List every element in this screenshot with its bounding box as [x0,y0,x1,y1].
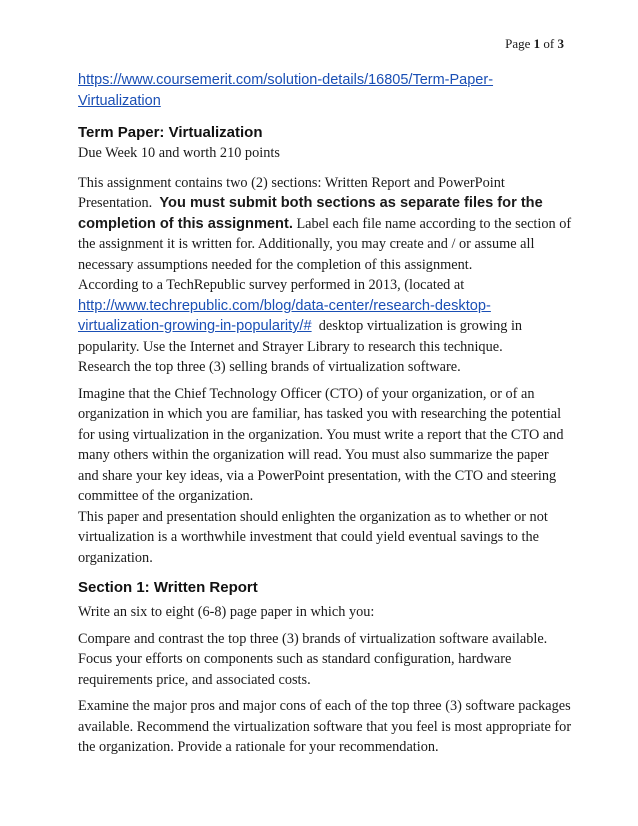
page-of: of [543,36,555,51]
source-link[interactable]: https://www.coursemerit.com/solution-details/16805/Term-Paper-Virtualization [78,72,494,109]
imagine-text: Imagine that the Chief Technology Officer (CTO) of your organization, or of an organization in which you are familiar, has tasked you with researching the potential for using virtualization in the organization. You must write a report that the CTO and many others within the organization will read. You must also summarize the paper and share your key ideas, via a PowerPoint presentation, with the CTO and steering committee of the organization. [78,385,564,504]
current-page: 1 [533,36,541,51]
survey-link[interactable]: http://www.techrepublic.com/blog/data-center/research-desktop-virtualization-growing-in-popularity/# [78,297,491,334]
section1-item-compare: Compare and contrast the top three (3) brands of virtualization software available. Focus your efforts on components such as standard configuration, hardware requirements price, and associated costs. [78,630,548,688]
due-line: Due Week 10 and worth 210 points [78,145,280,161]
research-text: Research the top three (3) selling brands of virtualization software. [78,359,461,375]
intro-text-2: Label each file name according to the section of the assignment it is written for. Additionally, you may create and / or assume all necessary assumptions needed for the completion of this assignment. [78,215,572,273]
document-body [78,70,572,758]
survey-text-prefix: According to a TechRepublic survey performed in 2013, (located at [78,277,465,293]
intro-bold-text: You must submit both sections as separate files for the completion of this assignment. [78,195,543,232]
page-label: Page [505,36,531,51]
intro-text-1: This assignment contains two (2) sections: Written Report and PowerPoint Presentation. [78,174,505,211]
section1-item-examine: Examine the major pros and major cons of each of the top three (3) software packages available. Recommend the virtualization software that you feel is most appropriate for the organization. Provide a rationale for your recommendation. [78,698,572,755]
total-pages: 3 [557,36,564,51]
page-number [505,36,564,52]
enlighten-text: This paper and presentation should enlighten the organization as to whether or not virtualization is a worthwhile investment that could yield eventual savings to the organization. [78,508,548,566]
section1-intro: Write an six to eight (6-8) page paper in which you: [78,604,375,620]
section1-heading: Section 1: Written Report [78,579,258,596]
survey-text-suffix: desktop virtualization is growing in popularity. Use the Internet and Strayer Library to research this technique. [78,318,523,355]
imagine-paragraph [78,384,572,569]
document-title: Term Paper: Virtualization [78,124,263,141]
intro-paragraph [78,173,572,378]
